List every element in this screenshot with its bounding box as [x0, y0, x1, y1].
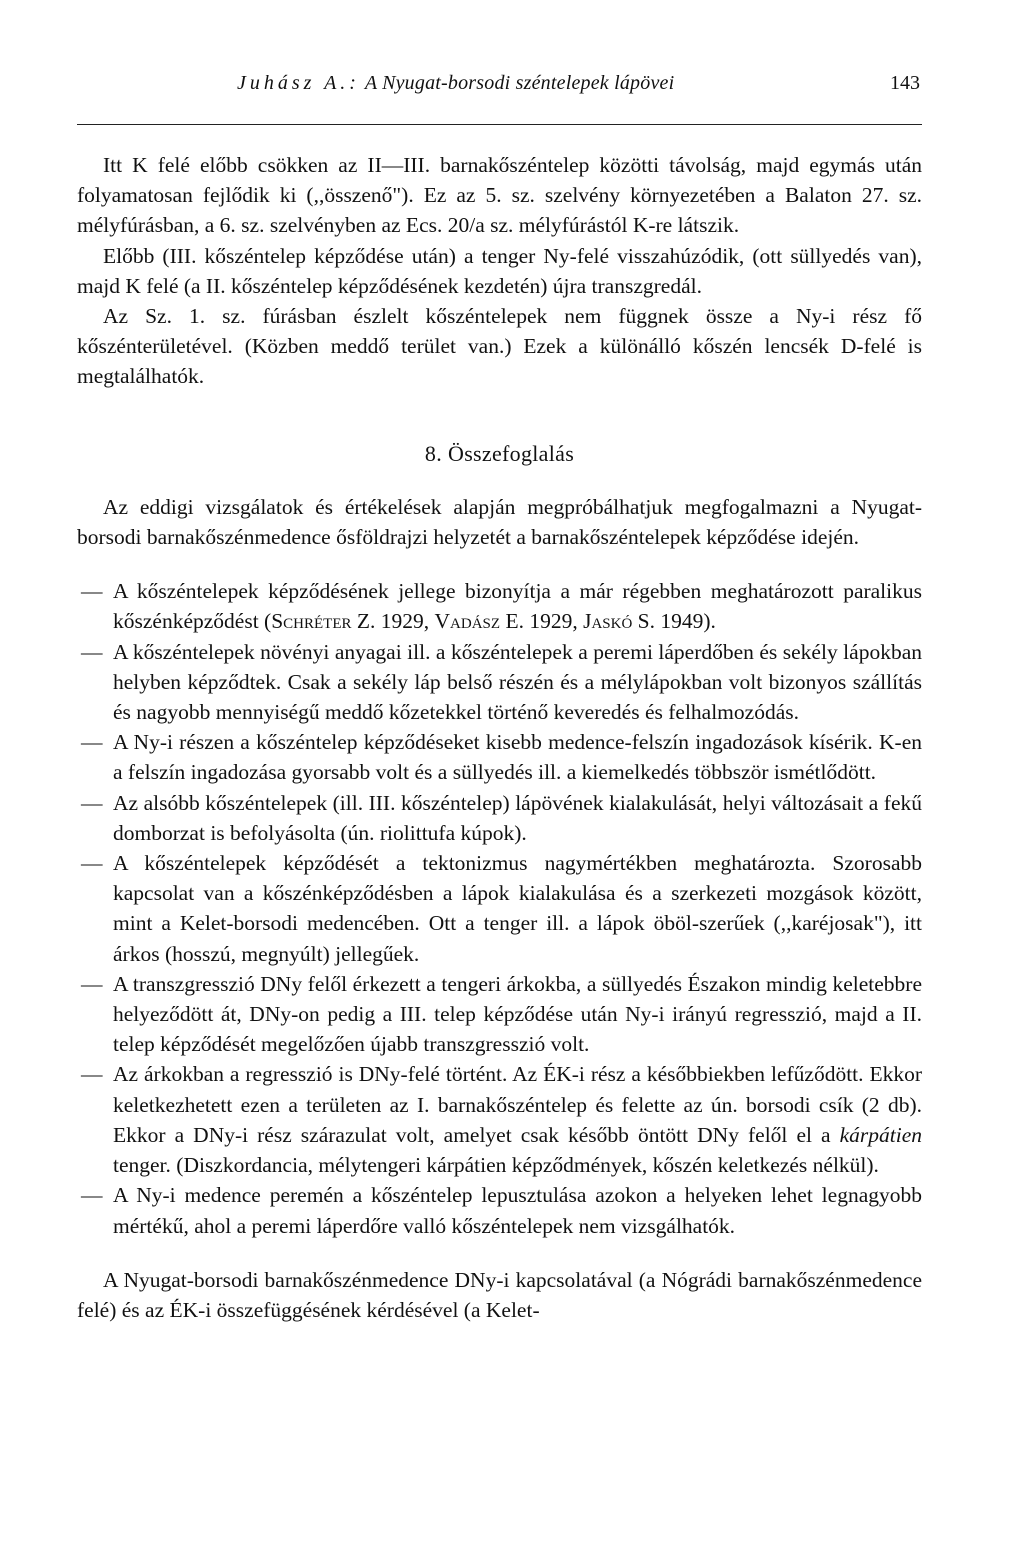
summary-item-6 [77, 969, 922, 1060]
header-title: A Nyugat-borsodi széntelepek lápövei [364, 72, 675, 94]
section-title: Összefoglalás [448, 440, 575, 466]
citation-author-jasko: Jaskó [583, 609, 633, 634]
dash-marker: — [81, 1183, 103, 1208]
italic-term-karpatien: kárpátien [839, 1122, 922, 1147]
dash-marker: — [81, 639, 103, 664]
citation-year-2: E. 1929, [500, 609, 584, 634]
summary-item-2 [77, 637, 922, 728]
page-number: 143 [890, 72, 920, 94]
summary-item-3 [77, 727, 922, 787]
dash-marker: — [81, 579, 103, 604]
body-text [77, 150, 922, 1347]
summary-item-8 [77, 1180, 922, 1240]
closing-paragraph: A Nyugat-borsodi barnakőszénmedence DNy-i kapcsolatával (a Nógrádi barnakőszénmedence felé) és az ÉK-i összefüggésének kérdésével (a Kelet- [77, 1267, 922, 1322]
dash-marker: — [81, 790, 103, 815]
paragraph-1: Itt K felé előbb csökken az II—III. barnakőszéntelep közötti távolság, majd egymás után folyamatosan fejlődik ki (,,összenő"). Ez az 5. sz. szelvény környezetében a Balaton 27. sz. mélyfúrásban, a 6. sz. szelvényben az Ecs. 20/a sz. mélyfúrástól K-re látszik. [77, 153, 922, 238]
summary-item-4-text: Az alsóbb kőszéntelepek (ill. III. kőszéntelep) lápövének kialakulását, helyi változásait a fekű domborzat is befolyásolta (ún. riolittufa kúpok). [113, 790, 922, 845]
dash-marker: — [81, 851, 103, 876]
summary-item-8-text: A Ny-i medence peremén a kőszéntelep lepusztulása azokon a helyeken lehet legnagyobb mértékű, ahol a peremi láperdőre valló kőszéntelepek nem vizsgálhatók. [113, 1183, 922, 1238]
summary-item-5 [77, 848, 922, 969]
citation-year-1: Z. 1929, [351, 609, 435, 634]
summary-item-3-text: A Ny-i részen a kőszéntelep képződéseket kisebb medence-felszín ingadozások kísérik. K-en a felszín ingadozása gyorsabb volt és a süllyedés ill. a kiemelkedés többször ismétlődött. [113, 730, 922, 785]
section-number: 8. [424, 440, 442, 466]
summary-item-7 [77, 1059, 922, 1180]
citation-year-3: S. 1949). [632, 609, 716, 634]
header-rule [77, 124, 922, 125]
citation-author-vadasz: Vadász [434, 609, 501, 634]
running-header [77, 72, 922, 104]
summary-item-1-text: A kőszéntelepek képződésének jellege bizonyítja a már régebben meghatározott paralikus kőszénképződést ( [113, 579, 922, 634]
citation-author-schreter: Schréter [271, 609, 352, 634]
paragraph-3: Az Sz. 1. sz. fúrásban észlelt kőszéntelepek nem függnek össze a Ny-i rész fő kőszénterületével. (Közben meddő terület van.) Ezek a különálló kőszén lencsék D-felé is megtalálhatók. [77, 304, 922, 389]
header-author: Juhász A.: [237, 72, 360, 94]
dash-marker: — [81, 730, 103, 755]
section-heading [77, 439, 922, 469]
summary-item-6-text: A transzgresszió DNy felől érkezett a tengeri árkokba, a süllyedés Északon mindig keletebbre helyeződött át, DNy-on pedig a III. telep képződése után Ny-i irányú regresszió, majd a II. telep képződését megelőzően újabb transzgresszió volt. [113, 971, 922, 1057]
dash-marker: — [81, 971, 103, 996]
summary-item-1 [77, 576, 922, 636]
summary-item-4 [77, 788, 922, 848]
header-title-line [237, 72, 674, 95]
summary-list [77, 576, 922, 1240]
summary-item-2-text: A kőszéntelepek növényi anyagai ill. a kőszéntelepek a peremi láperdőben és sekély lápokban helyben képződtek. Csak a sekély láp belső részén és a mélylápokban volt bizonyos szállítás és nagyobb mennyiségű meddő kőzetekkel történő keveredés és felhalmozódás. [113, 639, 922, 725]
summary-item-7-text: Az árkokban a regresszió is DNy-felé történt. Az ÉK-i rész a későbbiekben lefűződött. Ekkor keletkezhetett ezen a területen az I. barnakőszéntelep és felette az ún. borsodi csík (2 db). Ekkor a DNy-i rész szárazulat volt, amelyet csak később öntött DNy felől el a [113, 1062, 922, 1147]
dash-marker: — [81, 1062, 103, 1087]
summary-item-7-text-end: tenger. (Diszkordancia, mélytengeri kárpátien képződmények, kőszén keletkezés nélkül). [113, 1153, 879, 1178]
intro-paragraph: Az eddigi vizsgálatok és értékelések alapján megpróbálhatjuk megfogalmazni a Nyugat-borsodi barnakőszénmedence ősföldrajzi helyzetét a barnakőszéntelepek képződése idején. [77, 494, 922, 550]
summary-item-5-text: A kőszéntelepek képződését a tektonizmus nagymértékben meghatározta. Szorosabb kapcsolat van a kőszénképződésben a lápok kialakulása és a szerkezeti mozgások között, mint a Kelet-borsodi medencében. Ott a tenger ill. a lápok öböl-szerűek (,,karéjosak"), itt árkos (hosszú, megnyúlt) jellegűek. [113, 851, 922, 966]
paragraph-2: Előbb (III. kőszéntelep képződése után) a tenger Ny-felé visszahúzódik, (ott süllyedés van), majd K felé (a II. kőszéntelep képződésének kezdetén) újra transzgredál. [77, 243, 922, 298]
